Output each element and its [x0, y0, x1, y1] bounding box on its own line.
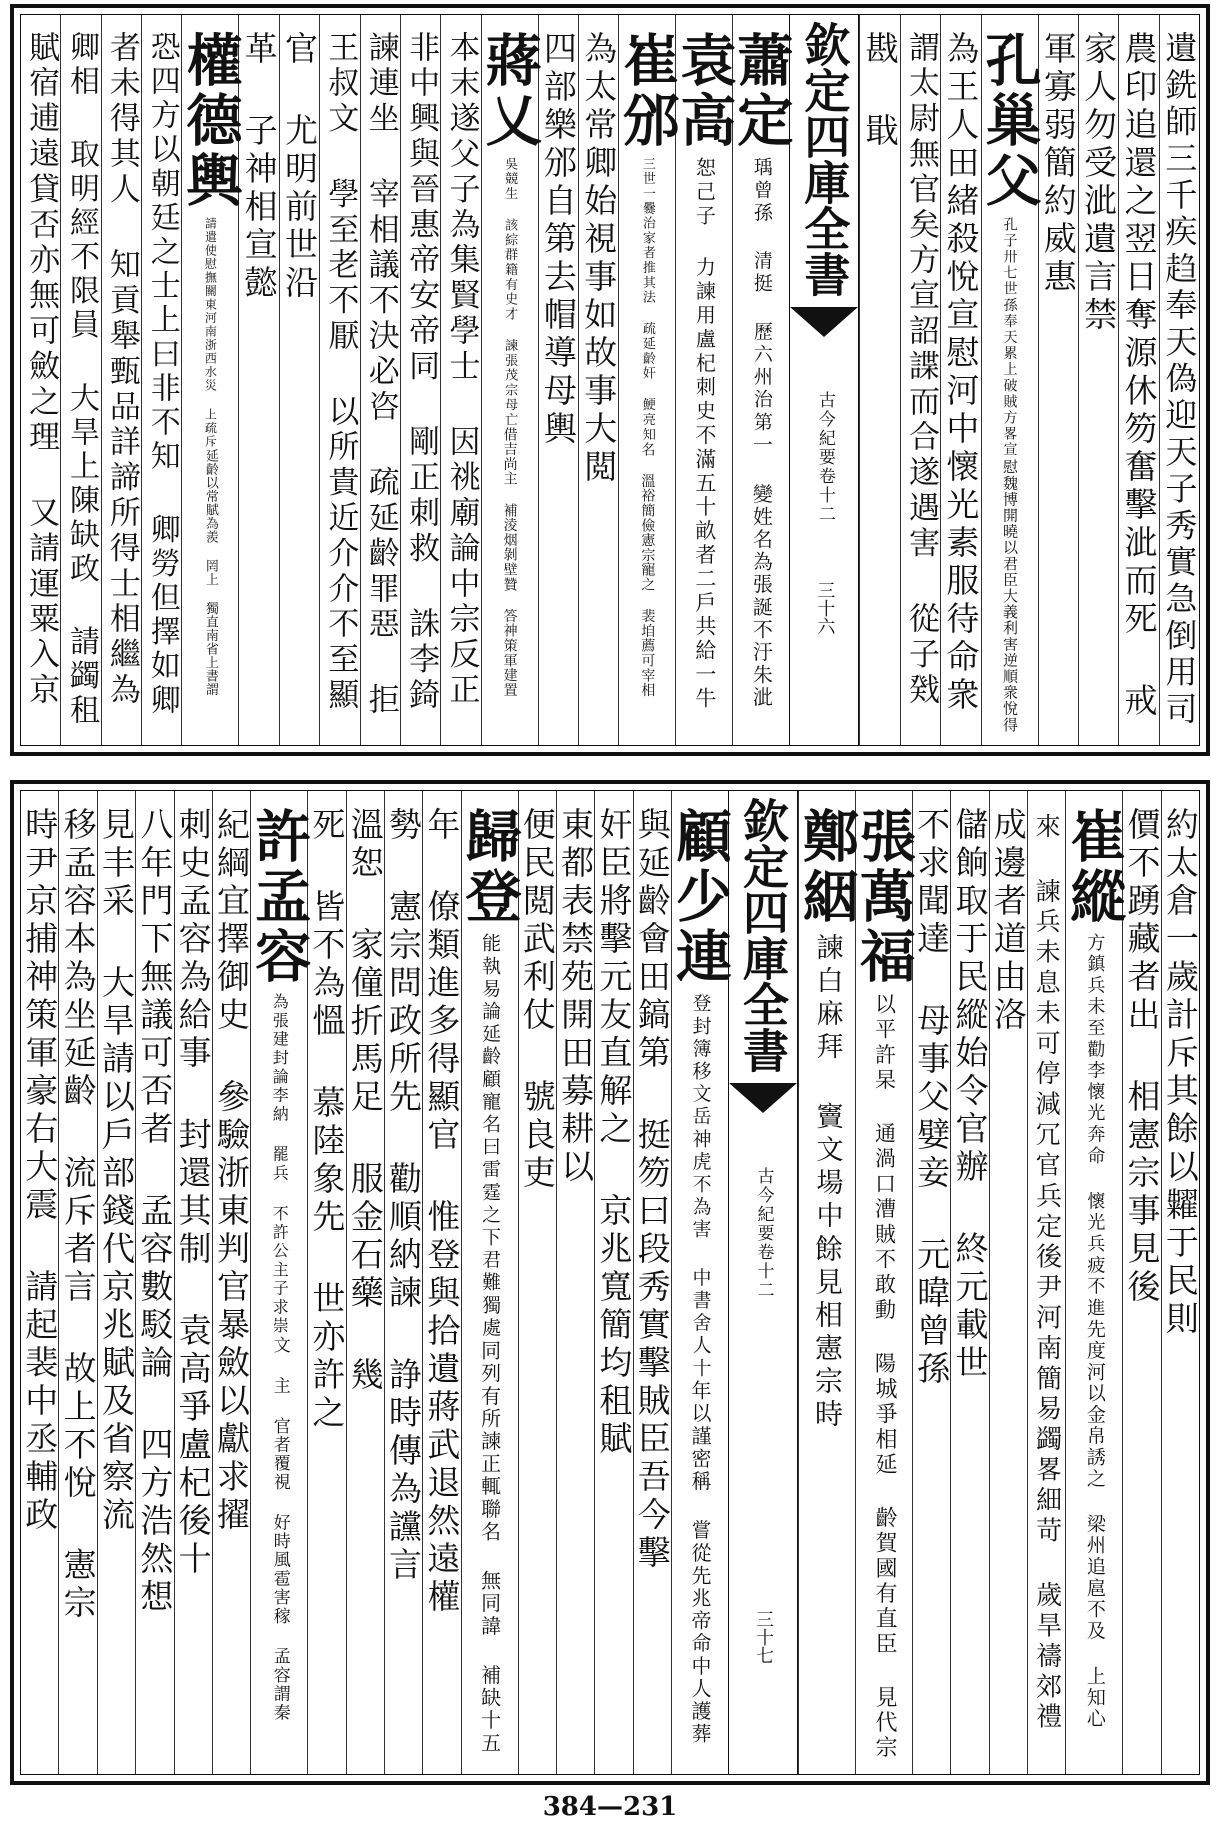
spine-volume — [753, 1167, 774, 1300]
column-text: 成邊者道由洛 — [988, 807, 1028, 1035]
text-column — [614, 15, 681, 745]
text-column — [1159, 15, 1199, 745]
book-spine — [728, 791, 798, 1774]
text-column — [177, 15, 244, 745]
page-bottom — [10, 780, 1210, 1785]
column-text: 死 皆不為慍 慕陸象先 世亦許之 — [307, 807, 347, 1433]
text-column — [671, 15, 738, 745]
column-text: 家人勿受泚遺言禁 — [1079, 31, 1119, 335]
text-column — [728, 15, 795, 745]
text-column — [578, 15, 618, 745]
entry-heading: 權德輿 — [177, 31, 244, 211]
text-column — [422, 791, 460, 1774]
column-text: 遺銑師三千疾趋奉天偽迎天子秀實急倒用司 — [1160, 31, 1199, 729]
column-text: 官 尤明前世沿 — [279, 31, 319, 303]
column-text: 不求聞達 母事父嬖妾 元暐曾孫 — [912, 807, 952, 1389]
text-column — [1038, 15, 1078, 745]
text-column — [594, 791, 632, 1774]
text-column — [989, 791, 1027, 1774]
text-column — [950, 791, 988, 1774]
entry-heading: 袁高 — [671, 31, 738, 151]
annotation-text: 以平許杲 通渦口漕賊不敢動 陽 — [872, 993, 897, 1377]
column-text: 農印追還之翌日奪源休笏奮擊泚而死 戒 — [1119, 31, 1159, 721]
entry-heading: 崔縱 — [1061, 807, 1128, 927]
annotation-text: 來 諫兵未息未可停減冗官 — [1032, 813, 1062, 1182]
text-column — [97, 791, 135, 1774]
column-text: 謂太尉無官矣方宣詔諜而合遂遇害 從子戣 — [902, 31, 939, 709]
column-text: 非中興與晉惠帝安帝同 剛正刺救 誅李錡 — [403, 31, 440, 714]
text-column — [400, 15, 440, 745]
column-text: 與延齡會田鎬第 挺笏曰段秀實擊賊臣吾今擊 — [632, 807, 672, 1573]
text-column — [440, 15, 480, 745]
text-column — [174, 791, 212, 1774]
page-grid — [20, 790, 1200, 1775]
text-column — [246, 791, 313, 1774]
text-column — [1122, 791, 1160, 1774]
text-column — [346, 791, 384, 1774]
text-column — [940, 15, 980, 745]
text-column — [859, 15, 899, 745]
column-text: 一 變姓名為張誕不汙朱泚 — [749, 434, 774, 710]
spine-book-name: 古今紀要 — [814, 391, 835, 467]
text-column — [101, 15, 141, 745]
annotation-text: 孔子卅七世孫奉天累上破賊方畧宣 — [1001, 217, 1018, 459]
text-column — [793, 791, 860, 1774]
text-column — [556, 791, 594, 1774]
annotation-text: 三世一爨治家者推其法 疏延齡奸 鯁亮知 — [639, 157, 655, 443]
text-column — [141, 15, 181, 745]
entry-heading: 崔邠 — [614, 31, 681, 151]
spine-section: 卷十二 — [753, 1243, 774, 1300]
text-column — [1118, 15, 1158, 745]
column-text: 東都表禁苑開田募耕以 — [556, 807, 596, 1187]
column-text: 紀綱宜擇御史 參驗浙東判官暴斂以獻求擢 — [212, 807, 252, 1535]
page-number: 384—231 — [542, 1792, 678, 1822]
column-text: 約太倉一歲計斥其餘以糶于民則 — [1160, 807, 1200, 1339]
text-column — [476, 15, 543, 745]
text-column — [912, 791, 950, 1774]
text-column — [538, 15, 578, 745]
annotation-text: 方鎮兵未至勸李懷光奔命 懷光兵疲不進 — [1084, 933, 1106, 1320]
text-column — [360, 15, 400, 745]
column-text: 為王人田緒殺悅宣慰河中懷光素服待命衆 — [941, 31, 981, 715]
text-column — [633, 791, 671, 1774]
spine-section: 卷十二 — [814, 467, 835, 524]
entry-heading: 許孟容 — [246, 807, 313, 987]
text-column — [58, 791, 96, 1774]
column-text: 者未得其人 知貢舉甄品詳諦所得士相繼為 — [103, 31, 140, 709]
column-text: 價不踴藏者出 相憲宗事見後 — [1122, 807, 1162, 1307]
text-column — [900, 15, 940, 745]
column-text: 名 溫裕簡儉憲宗寵之 裴垍薦可宰相 — [639, 442, 656, 698]
annotation-text: 請遣使慰撫關東河南浙西水災 上疏斥 — [203, 217, 218, 449]
page-top — [10, 4, 1210, 756]
column-text: 移孟容本為坐延齡 流斥者言 故上不悅 憲宗 — [58, 807, 98, 1623]
page-grid — [20, 14, 1200, 746]
column-text: 同列有所諫正輒聯名 無同諱 補缺十五 — [477, 1339, 502, 1755]
column-text: 恐四方以朝廷之士上曰非不知 卿勞但擇如卿 — [144, 31, 180, 718]
text-column — [60, 15, 100, 745]
spine-page-number: 三十六 — [814, 581, 836, 635]
column-text: 延齡以常賦為羨 罔上 獨直南省上書謂 — [202, 448, 218, 696]
text-column — [518, 791, 556, 1774]
text-column — [21, 15, 60, 745]
column-text: 為太常卿始視事如故事大閲 — [579, 31, 619, 487]
column-text: 八年門下無議可否者 孟容數駁論 四方浩然想 — [135, 807, 175, 1617]
entry-heading: 孔巢父 — [976, 31, 1043, 211]
text-column — [212, 791, 250, 1774]
spine-title: 欽定四庫全書 — [735, 797, 790, 1073]
column-text: 革 子神相宣懿 — [239, 31, 279, 303]
column-text: 勢 憲宗問政所先 勸順納諫 諍時傳為讜言 — [384, 807, 424, 1585]
column-text: 賦宿逋遠貸否亦無可斂之理 又請運粟入京 — [23, 31, 60, 709]
column-text: 本末遂父子為集賢學士 因祧廟論中宗反正 — [443, 31, 480, 709]
column-text: 先度河以金帛誘之 梁州追扈不及 上知心 — [1083, 1319, 1106, 1731]
column-text: 不滿五十畝者二戶共給一牛 — [692, 423, 717, 711]
spine-page-number: 三十七 — [752, 1610, 774, 1664]
text-column — [21, 791, 58, 1774]
column-text: 餘見相憲宗時 — [810, 1234, 844, 1432]
annotation-text: 為張建封論李納 罷兵 不許公主子求崇 — [270, 993, 290, 1336]
spine-volume — [816, 391, 833, 524]
text-column — [976, 15, 1043, 745]
text-column — [135, 791, 173, 1774]
column-text: 溫恕 家僮折馬足 服金石藥 幾 — [345, 807, 385, 1395]
column-text: 慰魏博開曉以君臣大義利害逆順衆悅得 — [1001, 458, 1019, 733]
annotation-text: 恕己子 力諫用盧杞刺史 — [692, 157, 717, 424]
text-column — [1161, 791, 1199, 1774]
column-text: 見丰采 大旱請以戶部錢代京兆賦及省察流 — [96, 807, 136, 1535]
entry-heading: 歸登 — [456, 807, 523, 927]
column-text: 便民閲武利仗 號良吏 — [517, 807, 557, 1193]
text-column — [456, 791, 523, 1774]
entry-heading: 鄭絪 — [793, 807, 860, 927]
text-column — [1078, 15, 1118, 745]
column-text: 諫連坐 宰相議不決必咨 疏延齡罪惡 拒 — [362, 31, 399, 719]
text-column — [238, 15, 278, 745]
annotation-text: 登封簿移文岳神虎不為害 中書舍人十 — [689, 993, 712, 1381]
column-text: 刺史孟容為給事 封還其制 袁高爭盧杞後十 — [173, 807, 213, 1579]
entry-heading: 顧少連 — [666, 807, 733, 987]
column-text: 軍寡弱簡約威惠 — [1038, 31, 1078, 297]
column-text: 兵定後尹河南簡易蠲畧細苛 歲旱禱郊禮 — [1031, 1181, 1062, 1734]
text-column — [1027, 791, 1065, 1774]
entry-heading: 蕭定 — [728, 31, 795, 151]
column-text: 城爭相延 齡賀國有直臣 見代宗 — [871, 1377, 897, 1761]
annotation-text: 諫白麻拜 竇文場中 — [811, 933, 843, 1234]
column-text: 王叔文 學至老不厭 以所貴近介介不至顯 — [322, 31, 359, 714]
column-text: 借吉尚主 補淩烟剝壁贊 答神策軍建置 — [501, 427, 518, 698]
column-text: 年 僚類進多得顯官 惟登與拾遺蔣武退然遠權 — [422, 807, 462, 1617]
entry-heading: 張萬福 — [850, 807, 917, 987]
spine-book-name: 古今紀要 — [753, 1167, 774, 1243]
column-text: 時尹京捕神策軍豪右大震 請起裴中丞輔政 — [20, 807, 60, 1535]
text-column — [850, 791, 917, 1774]
column-text: 戡 戢 — [860, 31, 900, 151]
column-text: 儲餉取于民縱始令官辦 終元載世 — [950, 807, 990, 1383]
text-column — [1061, 791, 1128, 1774]
annotation-text: 瑀曾孫 清挺 歷六州治第 — [750, 157, 773, 435]
spine-title: 欽定四庫全書 — [797, 21, 852, 297]
book-spine — [789, 15, 859, 745]
column-text: 年以謹密稱 嘗從先兆帝命中人護葬 — [687, 1380, 712, 1746]
text-column — [279, 15, 319, 745]
column-text: 卿相 取明經不限員 大旱上陳缺政 請蠲租 — [63, 31, 99, 728]
column-text: 奸臣將擊元友直解之 京兆寬簡均租賦 — [594, 807, 634, 1459]
text-column — [384, 791, 422, 1774]
fishtail-mark-icon — [790, 307, 858, 337]
entry-heading: 蔣乂 — [476, 31, 543, 151]
column-text: 四部樂邠自第去帽導母輿 — [538, 31, 578, 449]
column-text: 文 主 官者覆視 好時風雹害稼 孟容謂秦 — [269, 1335, 290, 1722]
text-column — [307, 791, 345, 1774]
annotation-text: 能執易論延齡顧寵名曰雷霆之下君難獨處 — [479, 933, 502, 1340]
annotation-text: 吳競生 該綜群籍有史才 諫張茂宗母亡 — [502, 157, 518, 428]
fishtail-mark-icon — [729, 1083, 797, 1113]
text-column — [319, 15, 359, 745]
text-column — [666, 791, 733, 1774]
